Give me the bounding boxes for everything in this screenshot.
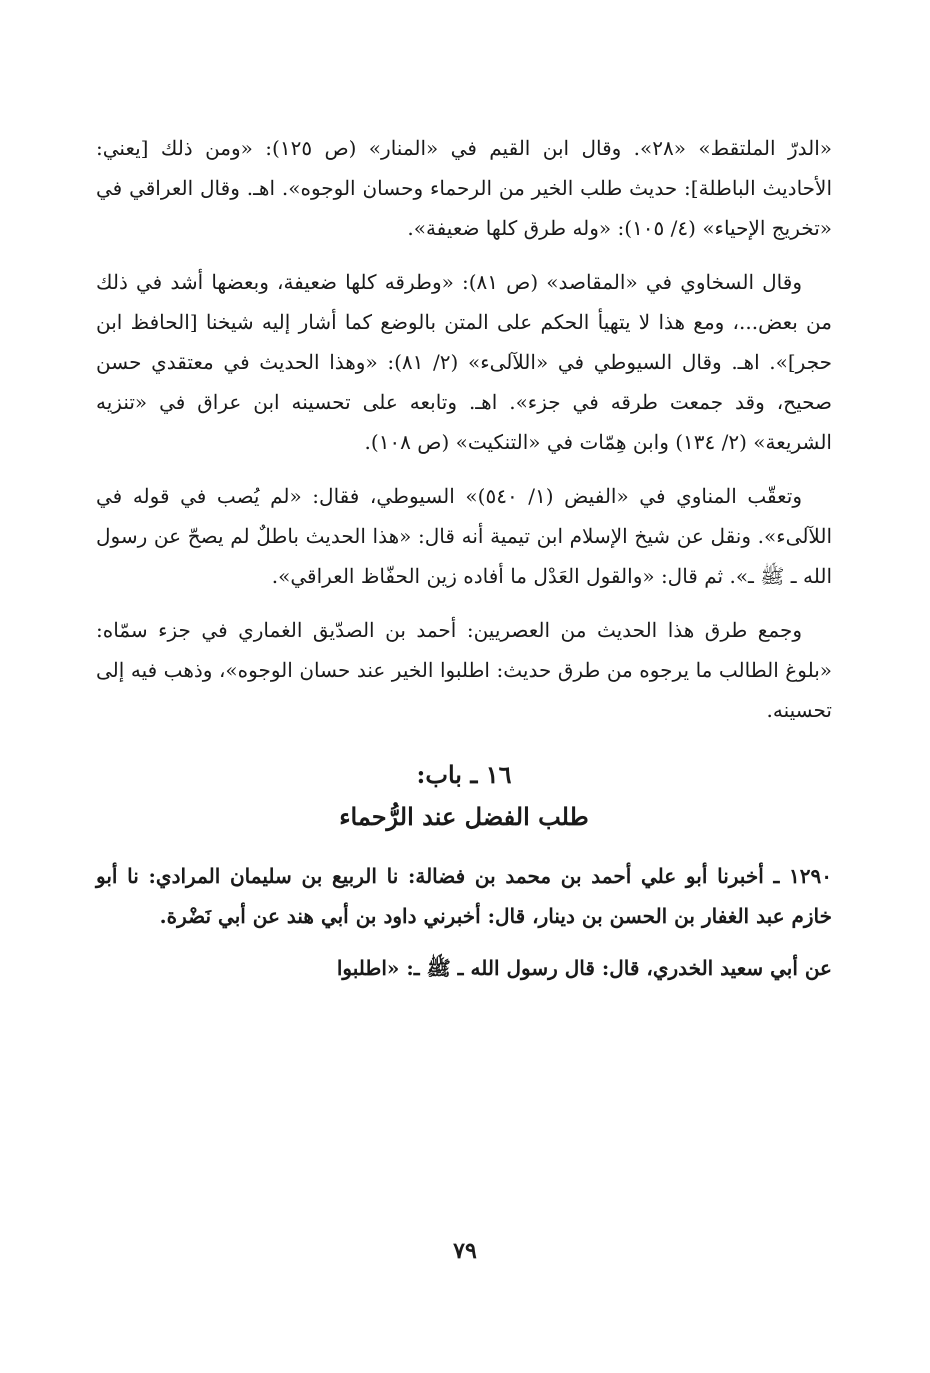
paragraph-1: «الدرّ الملتقط» «٢٨». وقال ابن القيم في «المنار» (ص ١٢٥): «ومن ذلك [يعني: الأحاديث الباطلة]: حديث طلب الخير من الرحماء وحسان الوجوه». اهـ. وقال العراقي في «تخريج الإحياء» (٤/ ١٠٥): «وله طرق كلها ضعيفة». bbox=[96, 136, 833, 240]
paragraph-3: وتعقّب المناوي في «الفيض (١/ ٥٤٠)» السيوطي، فقال: «لم يُصب في قوله في اللآلىء». ونقل عن شيخ الإسلام ابن تيمية أنه قال: «هذا الحديث باطلٌ لم يصحّ عن رسول الله ـ ﷺ ـ». ثم قال: «والقول العَدْل ما أفاده زين الحفّاظ العراقي». bbox=[96, 484, 832, 588]
page-number: ٧٩ bbox=[453, 1238, 477, 1264]
paragraph-4: وجمع طرق هذا الحديث من العصريين: أحمد بن الصدّيق الغماري في جزء سمّاه: «بلوغ الطالب ما يرجوه من طرق حديث: اطلبوا الخير عند حسان الوجوه»، وذهب فيه إلى تحسينه. bbox=[96, 618, 832, 722]
paragraph-2: وقال السخاوي في «المقاصد» (ص ٨١): «وطرقه كلها ضعيفة، وبعضها أشد في ذلك من بعض...، ومع هذا لا يتهيأ الحكم على المتن بالوضع كما أشار إليه شيخنا [الحافظ ابن حجر]». اهـ. وقال السيوطي في «اللآلىء» (٢/ ٨١): «وهذا الحديث في معتقدي حسن صحيح، وقد جمعت طرقه في جزء». اهـ. وتابعه على تحسينه ابن عراق في «تنزيه الشريعة» (٢/ ١٣٤) وابن هِمّات في «التنكيت» (ص ١٠٨). bbox=[96, 270, 832, 454]
chapter-number: ١٦ ـ باب: bbox=[416, 760, 512, 789]
hadith-isnad: ١٢٩٠ ـ أخبرنا أبو علي أحمد بن محمد بن فضالة: نا الربيع بن سليمان المرادي: نا أبو خازم عبد الغفار بن الحسن بن دينار، قال: أخبرني داود بن أبي هند عن أبي نَضْرة. bbox=[96, 864, 832, 928]
page-body bbox=[96, 128, 832, 1000]
chapter-heading bbox=[96, 754, 832, 838]
chapter-title: طلب الفضل عند الرُّحماء bbox=[339, 802, 589, 831]
hadith-matn: عن أبي سعيد الخدري، قال: قال رسول الله ـ ﷺ ـ: «اطلبوا bbox=[336, 956, 832, 980]
